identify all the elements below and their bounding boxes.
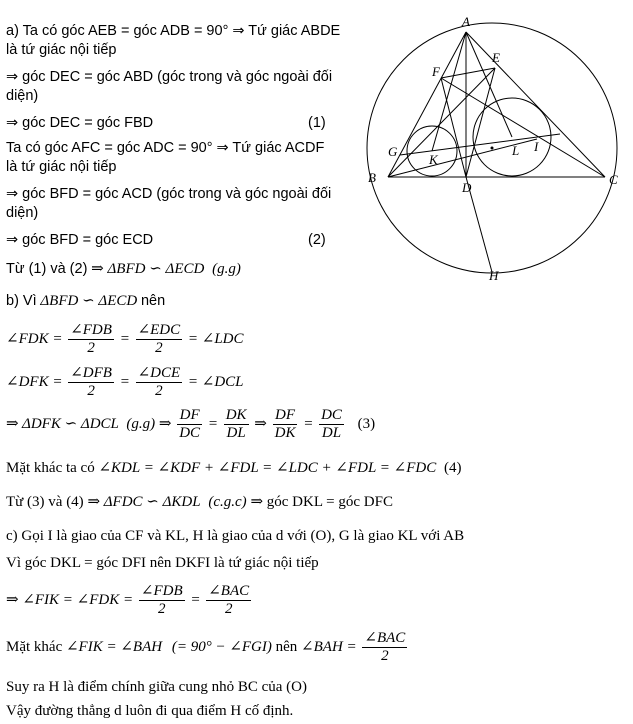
- part-b-intro: [6, 292, 165, 310]
- eq-1-frac-1: $\frac{\text{∠FDB}}{2}$: [70, 322, 112, 356]
- eq-2-rhs: = ∠DCL: [187, 373, 244, 390]
- part-c-line-last-2: Vậy đường thẳng d luôn đi qua điểm H cố định.: [6, 703, 294, 719]
- eq-3-eq-2: =: [303, 415, 314, 432]
- eq-3-lead: ⇒ ΔDFK ∽ ΔDCL: [6, 415, 119, 432]
- c-eq-2-paren: (= 90° − ∠FGI): [171, 638, 272, 655]
- part-c-eq-2: [6, 630, 409, 665]
- part-b-eq-4: [6, 459, 461, 477]
- side-ab: [388, 32, 466, 177]
- part-b-eq-5: [6, 493, 393, 511]
- label-c: C: [609, 172, 618, 187]
- label-e: E: [492, 50, 500, 65]
- eq-4-text: Mặt khác ta có: [6, 460, 95, 476]
- eq-1-rhs: = ∠LDC: [187, 330, 244, 347]
- label-a: A: [462, 14, 470, 29]
- part-a-conclusion-math: ⇒ ΔBFD ∽ ΔECD: [91, 261, 205, 277]
- part-b-intro-end: nên: [140, 293, 166, 309]
- eq-4-math: ∠KDL = ∠KDF + ∠FDL = ∠LDC + ∠FDL = ∠FDC: [98, 460, 437, 476]
- eq-3-frac-3: $\frac{DF}{DK}$: [274, 407, 296, 441]
- c-eq-2-mid: nên: [275, 638, 298, 655]
- label-g: G: [388, 144, 398, 159]
- c-eq-2-math: ∠FIK = ∠BAH: [65, 638, 163, 655]
- part-a-line-10: [6, 231, 326, 249]
- eq-3-frac-2: $\frac{DK}{DL}$: [225, 407, 247, 441]
- eq-3-eq-1: =: [207, 415, 218, 432]
- eq-1-lhs: ∠FDK =: [6, 330, 63, 347]
- line-al: [466, 32, 512, 137]
- eq-2-frac-2: $\frac{\text{∠DCE}}{2}$: [137, 365, 181, 399]
- label-f: F: [432, 64, 440, 79]
- c-eq-2-math-2: ∠BAH =: [301, 638, 357, 655]
- c-eq-2-text: Mặt khác: [6, 638, 63, 655]
- part-a-line-4: diện): [6, 88, 39, 104]
- part-a-line-3: ⇒ góc DEC = góc ABD (góc trong và góc ngoài đối: [6, 69, 333, 85]
- tag-2: (2): [308, 232, 326, 248]
- part-b-eq-3: [6, 407, 375, 442]
- part-a-line-10-text: ⇒ góc BFD = góc ECD: [6, 232, 154, 248]
- eq-3-arrow-2: ⇒: [254, 415, 267, 432]
- point-dot: [491, 147, 494, 150]
- part-c-line-last-1: Suy ra H là điểm chính giữa cung nhỏ BC của (O): [6, 679, 307, 695]
- altitude-be: [388, 68, 495, 177]
- part-a-line-5: [6, 114, 326, 132]
- c-eq-1-frac-2: $\frac{\text{∠BAC}}{2}$: [208, 583, 250, 617]
- part-a-line-1: a) Ta có góc AEB = góc ADB = 90° ⇒ Tứ giác ABDE: [6, 23, 341, 39]
- part-a-line-7: là tứ giác nội tiếp: [6, 159, 117, 175]
- eq-2-frac-1: $\frac{\text{∠DFB}}{2}$: [70, 365, 112, 399]
- side-ac: [466, 32, 605, 177]
- part-b-eq-1: [6, 322, 244, 357]
- part-a-line-2: là tứ giác nội tiếp: [6, 42, 117, 58]
- eq-3-frac-4: $\frac{DC}{DL}$: [321, 407, 342, 441]
- eq-1-eq: =: [119, 330, 130, 347]
- eq-5-case: (c.g.c): [208, 494, 247, 510]
- part-a-line-9: diện): [6, 205, 39, 221]
- part-b-intro-math: ΔBFD ∽ ΔECD: [40, 293, 138, 309]
- part-b-intro-text: b) Vì: [6, 293, 37, 309]
- label-b: B: [368, 170, 376, 185]
- part-a-conclusion: [6, 260, 241, 278]
- part-a-conclusion-text: Từ (1) và (2): [6, 261, 88, 277]
- c-eq-1-lhs: ⇒ ∠FIK = ∠FDK =: [6, 591, 134, 608]
- eq-5-text: Từ (3) và (4): [6, 494, 84, 510]
- c-eq-1-eq: =: [190, 591, 201, 608]
- part-a-conclusion-case: (g.g): [212, 261, 241, 277]
- part-c-line-1: c) Gọi I là giao của CF và KL, H là giao của d với (O), G là giao KL với AB: [6, 528, 465, 544]
- eq-2-eq: =: [119, 373, 130, 390]
- part-b-eq-2: [6, 365, 244, 400]
- eq-5-end: ⇒ góc DKL = góc DFC: [250, 494, 393, 510]
- eq-2-lhs: ∠DFK =: [6, 373, 63, 390]
- part-a-line-8: ⇒ góc BFD = góc ACD (góc trong và góc ngoài đối: [6, 186, 332, 202]
- part-c-eq-1: [6, 583, 253, 618]
- part-a-line-6: Ta có góc AFC = góc ADC = 90° ⇒ Tứ giác ACDF: [6, 140, 325, 156]
- label-i: I: [534, 139, 539, 154]
- eq-3-case: (g.g): [126, 415, 156, 432]
- part-c-line-2: Vì góc DKL = góc DFI nên DKFI là tứ giác nội tiếp: [6, 555, 319, 571]
- label-d: D: [462, 180, 472, 195]
- eq-3-frac-1: $\frac{DF}{DC}$: [179, 407, 201, 441]
- c-eq-2-frac: $\frac{\text{∠BAC}}{2}$: [364, 630, 406, 664]
- part-a-line-5-text: ⇒ góc DEC = góc FBD: [6, 115, 154, 131]
- eq-1-frac-2: $\frac{\text{∠EDC}}{2}$: [137, 322, 181, 356]
- tag-3: (3): [357, 415, 376, 432]
- tag-4: (4): [443, 460, 462, 476]
- label-k: K: [429, 152, 438, 167]
- eq-3-arrow: ⇒: [158, 415, 172, 432]
- tag-1: (1): [308, 115, 326, 131]
- label-l: L: [512, 143, 520, 158]
- c-eq-1-frac-1: $\frac{\text{∠FDB}}{2}$: [140, 583, 183, 617]
- label-h: H: [489, 268, 499, 282]
- eq-5-math: ⇒ ΔFDC ∽ ΔKDL: [87, 494, 201, 510]
- geometry-figure: [362, 14, 630, 282]
